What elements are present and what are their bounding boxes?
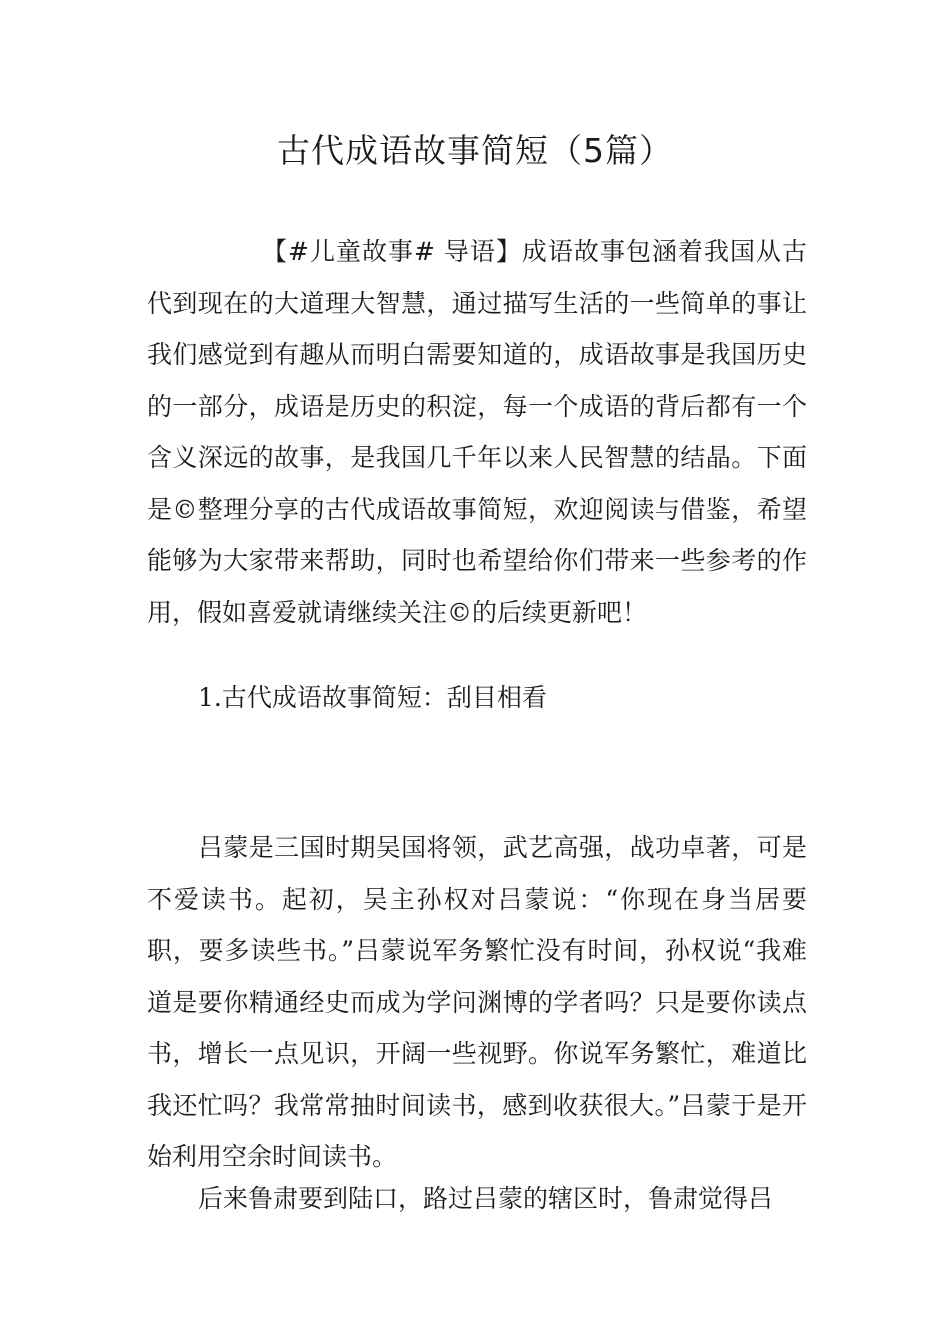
document-title: 古代成语故事简短（5篇） (277, 131, 673, 170)
intro-paragraph: 【#儿童故事# 导语】成语故事包涵着我国从古代到现在的大道理大智慧，通过描写生活的一些简单的事让我们感觉到有趣从而明白需要知道的，成语故事是我国历史的一部分，成语是历史的积淀，每一个成语的背后都有一个含义深远的故事，是我国几千年以来人民智慧的结晶。下面是©整理分享的古代成语故事简短，欢迎阅读与借鉴，希望能够为大家带来帮助，同时也希望给你们带来一些参考的作用，假如喜爱就请继续关注©的后续更新吧！ (147, 237, 807, 627)
section-heading: 1.古代成语故事简短：刮目相看 (198, 683, 547, 712)
story-paragraph-1: 吕蒙是三国时期吴国将领，武艺高强，战功卓著，可是不爱读书。起初，吴主孙权对吕蒙说：“你现在身当居要职，要多读些书。”吕蒙说军务繁忙没有时间，孙权说“我难道是要你精通经史而成为学问渊博的学者吗？只是要你读点书，增长一点见识，开阔一些视野。你说军务繁忙，难道比我还忙吗？我常常抽时间读书，感到收获很大。”吕蒙于是开始利用空余时间读书。 (147, 833, 807, 1171)
story-paragraph-2: 后来鲁肃要到陆口，路过吕蒙的辖区时，鲁肃觉得吕 (198, 1184, 774, 1213)
